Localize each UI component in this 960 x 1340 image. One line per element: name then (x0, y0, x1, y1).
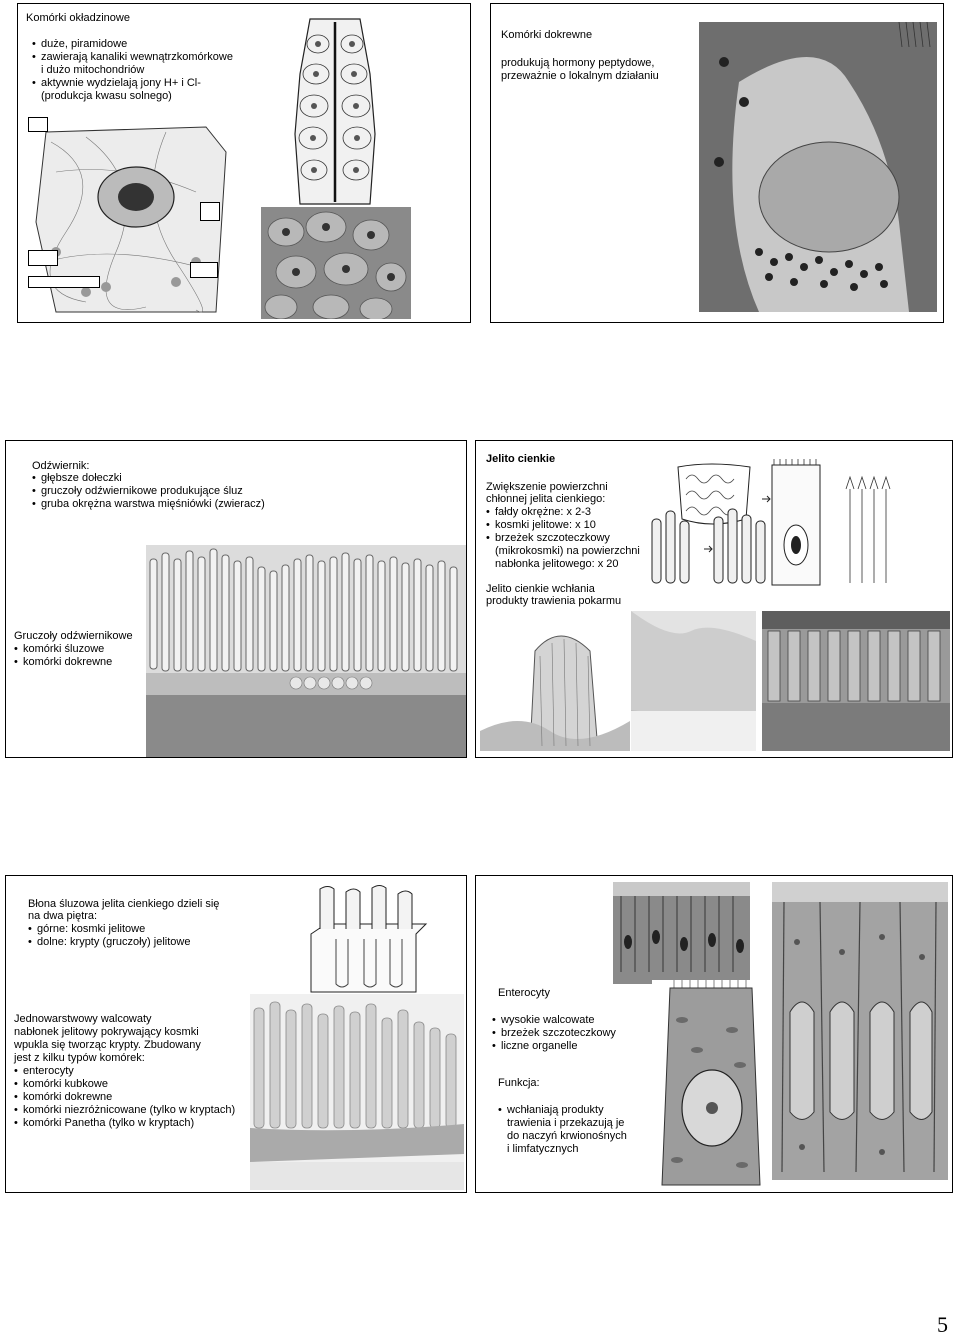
bullet-item: • gruba okrężna warstwa mięśniówki (zwieracz) (32, 498, 265, 511)
bullet-item: i limfatycznych (507, 1143, 579, 1155)
bullet-item: • kosmki jelitowe: x 10 (486, 519, 640, 532)
bullet-item: • liczne organelle (492, 1040, 616, 1053)
bullet-item: • brzeżek szczoteczkowy (486, 532, 640, 545)
bullet-item: (produkcja kwasu solnego) (41, 90, 172, 102)
label-box (28, 250, 58, 266)
bullet-item: do naczyń krwionośnych (507, 1130, 627, 1142)
slide-parietal-cells (17, 3, 471, 323)
body-line: wpukla się tworząc krypty. Zbudowany (14, 1039, 201, 1051)
body-line: jest z kilku typów komórek: (14, 1052, 145, 1064)
bullet-item: nabłonka jelitowego: x 20 (495, 558, 619, 570)
slide-title: na dwa piętra: (28, 910, 98, 922)
label-box (28, 117, 48, 132)
bullet-item: • zawierają kanaliki wewnątrzkomórkowe (32, 51, 233, 64)
enterocyte-em-image (652, 980, 770, 1190)
bullet-item: • komórki dokrewne (14, 656, 112, 669)
body-line: przeważnie o lokalnym działaniu (501, 70, 659, 82)
slide-mucosa-levels (5, 875, 467, 1193)
body-line: produkują hormony peptydowe, (501, 57, 655, 69)
slide-title: Enterocyty (498, 987, 550, 999)
slide-endocrine-cells (490, 3, 944, 323)
slide-enterocytes (475, 875, 953, 1193)
villi-crypts-drawing-image (306, 884, 428, 994)
bullet-list (28, 923, 190, 949)
bullet-item: trawienia i przekazują je (507, 1117, 625, 1129)
bullet-item: (mikrokosmki) na powierzchni (495, 545, 640, 557)
body-line: Zwiększenie powierzchni (486, 481, 608, 493)
footer-line: Jelito cienkie wchłania (486, 583, 595, 595)
slide-title: Błona śluzowa jelita cienkiego dzieli się (28, 898, 220, 910)
bullet-list (492, 1014, 616, 1053)
surface-amplification-diagram-image (650, 459, 950, 589)
label-box (190, 262, 218, 278)
slide-title: Jelito cienkie (486, 453, 556, 465)
page-number: 5 (937, 1312, 948, 1337)
bullet-item: i dużo mitochondriów (41, 64, 145, 76)
bullet-item: • brzeżek szczoteczkowy (492, 1027, 616, 1040)
slide-title: Komórki dokrewne (501, 29, 593, 41)
bullet-item: • komórki niezróżnicowane (tylko w kryptach) (14, 1104, 235, 1117)
bullet-item: • gruczoły odźwiernikowe produkujące śluz (32, 485, 265, 498)
bullet-item: • komórki dokrewne (14, 1091, 235, 1104)
histology-micrograph-image (261, 207, 411, 319)
bullet-item: • górne: kosmki jelitowe (28, 923, 190, 936)
subsection-title: Gruczoły odźwiernikowe (14, 630, 133, 642)
label-box (200, 202, 220, 221)
bullet-item: • komórki śluzowe (14, 643, 112, 656)
bullet-item: • wchłaniają produkty (498, 1104, 627, 1117)
brush-border-micrograph-image (762, 611, 950, 751)
mucosa-micrograph-image (631, 611, 756, 751)
footer-line: produkty trawienia pokarmu (486, 595, 622, 607)
bullet-item: • aktywnie wydzielają jony H+ i Cl- (32, 77, 233, 90)
mucosa-section-micrograph-image (250, 994, 464, 1190)
bullet-list (498, 1104, 627, 1156)
slide-pylorus (5, 440, 467, 758)
bullet-item: • dolne: krypty (gruczoły) jelitowe (28, 936, 190, 949)
bullet-list (32, 472, 265, 511)
bullet-list (14, 1065, 235, 1130)
body-line: Jednowarstwowy walcowaty (14, 1013, 152, 1025)
bullet-item: • duże, piramidowe (32, 38, 233, 51)
body-line: chłonnej jelita cienkiego: (486, 493, 606, 505)
bullet-item: • komórki kubkowe (14, 1078, 235, 1091)
enterocytes-em-image (772, 882, 948, 1180)
pylorus-micrograph-image (146, 545, 466, 757)
epithelium-micrograph-image (613, 882, 750, 984)
bullet-list (14, 643, 112, 669)
function-title: Funkcja: (498, 1077, 540, 1089)
bullet-item: • komórki Panetha (tylko w kryptach) (14, 1117, 235, 1130)
slide-title: Odźwiernik: (32, 460, 90, 472)
bullet-item: • głębsze dołeczki (32, 472, 265, 485)
electron-micrograph-image (699, 22, 937, 312)
slide-small-intestine (475, 440, 953, 758)
bullet-list (486, 506, 640, 571)
bullet-item: • enterocyty (14, 1065, 235, 1078)
bullet-list (32, 38, 233, 103)
body-line: nabłonek jelitowy pokrywający kosmki (14, 1026, 199, 1038)
slide-title: Komórki okładzinowe (26, 12, 130, 24)
gland-drawing-image (280, 14, 390, 214)
bullet-item: • fałdy okrężne: x 2-3 (486, 506, 640, 519)
bullet-item: • wysokie walcowate (492, 1014, 616, 1027)
villi-micrograph-image (480, 611, 630, 751)
label-box (28, 276, 100, 288)
